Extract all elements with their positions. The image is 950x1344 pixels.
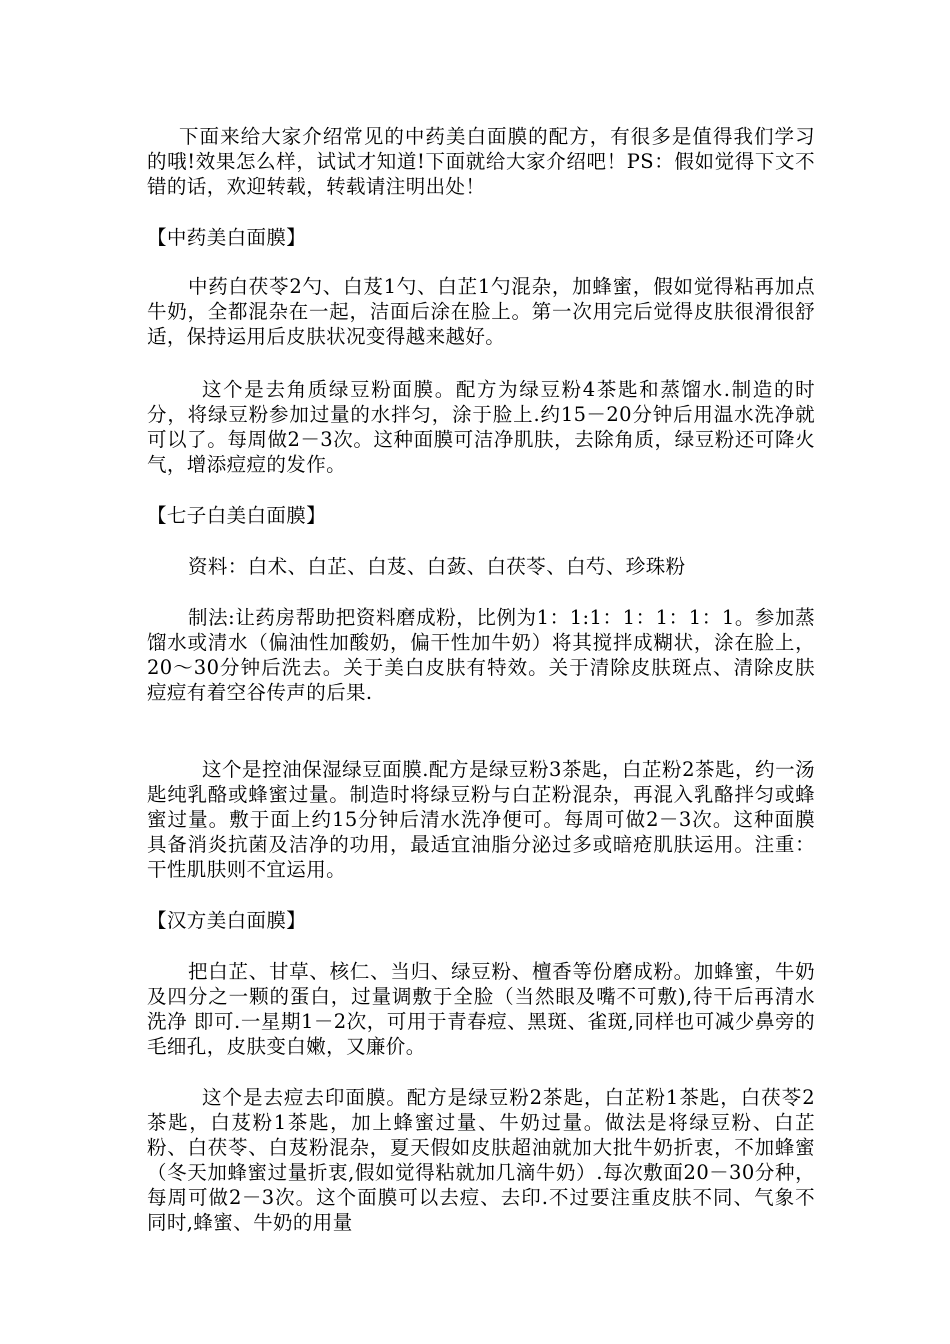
document-body	[147, 124, 815, 1235]
qizibai-ingredients-paragraph: 资料：白术、白芷、白芨、白蔹、白茯苓、白芍、珍珠粉	[188, 555, 686, 578]
hanfang-recipe-paragraph: 把白芷、甘草、核仁、当归、绿豆粉、檀香等份磨成粉。加蜂蜜，牛奶及四分之一颗的蛋白，过量调敷于全脸（当然眼及嘴不可敷),待干后再清水洗净 即可.一星期1－2次，可用于青春痘、黑斑、雀斑,同样也可减少鼻旁的毛细孔，皮肤变白嫩，又廉价。	[147, 960, 815, 1058]
zhongyao-recipe-paragraph: 中药白茯苓2勺、白芨1勺、白芷1勺混杂，加蜂蜜，假如觉得粘再加点牛奶，全都混杂在一起，洁面后涂在脸上。第一次用完后觉得皮肤很滑很舒适，保持运用后皮肤状况变得越来越好。	[147, 275, 815, 348]
mungbean-exfoliating-paragraph: 这个是去角质绿豆粉面膜。配方为绿豆粉4茶匙和蒸馏水.制造的时分，将绿豆粉参加过量的水拌匀，涂于脸上.约15－20分钟后用温水洗净就可以了。每周做2－3次。这种面膜可洁净肌肤，去除角质，绿豆粉还可降火气，增添痘痘的发作。	[147, 378, 815, 476]
section-heading-qizibai: 【七子白美白面膜】	[147, 504, 327, 527]
section-heading-hanfang: 【汉方美白面膜】	[147, 909, 307, 932]
acne-mark-mask-paragraph: 这个是去痘去印面膜。配方是绿豆粉2茶匙，白芷粉1茶匙，白茯苓2茶匙，白芨粉1茶匙，加上蜂蜜过量、牛奶过量。做法是将绿豆粉、白芷粉、白茯苓、白芨粉混杂，夏天假如皮肤超油就加大批牛奶折衷，不加蜂蜜（冬天加蜂蜜过量折衷,假如觉得粘就加几滴牛奶）.每次敷面20－30分种，每周可做2－3次。这个面膜可以去痘、去印.不过要注重皮肤不同、气象不同时,蜂蜜、牛奶的用量	[147, 1086, 815, 1234]
section-heading-zhongyao: 【中药美白面膜】	[147, 226, 307, 249]
qizibai-method-paragraph: 制法:让药房帮助把资料磨成粉，比例为1：1:1：1：1：1：1。参加蒸馏水或清水（偏油性加酸奶，偏干性加牛奶）将其搅拌成糊状，涂在脸上，20～30分钟后洗去。关于美白皮肤有特效。关于清除皮肤斑点、清除皮肤痘痘有着空谷传声的后果.	[147, 606, 815, 704]
intro-paragraph: 下面来给大家介绍常见的中药美白面膜的配方，有很多是值得我们学习的哦!效果怎么样，试试才知道!下面就给大家介绍吧！PS：假如觉得下文不错的话，欢迎转载，转载请注明出处！	[147, 125, 815, 198]
oil-control-mungbean-paragraph: 这个是控油保湿绿豆面膜.配方是绿豆粉3茶匙，白芷粉2茶匙，约一汤匙纯乳酪或蜂蜜过量。制造时将绿豆粉与白芷粉混杂，再混入乳酪拌匀或蜂蜜过量。敷于面上约15分钟后清水洗净便可。每周可做2－3次。这种面膜具备消炎抗菌及洁净的功用，最适宜油脂分泌过多或暗疮肌肤运用。注重：干性肌肤则不宜运用。	[147, 758, 815, 881]
